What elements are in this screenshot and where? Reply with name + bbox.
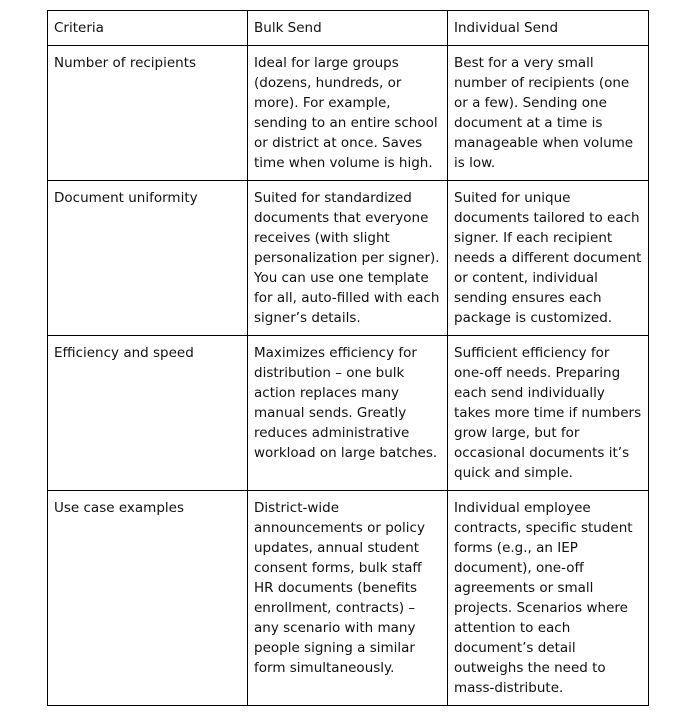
bulk-send-cell: Maximizes efficiency for distribution – one bulk action replaces many manual sends. Greatly reduces administrative workload on large batches. [248,336,448,491]
bulk-send-cell: Ideal for large groups (dozens, hundreds, or more). For example, sending to an entire school or district at once. Saves time when volume is high. [248,46,448,181]
bulk-send-cell: Suited for standardized documents that everyone receives (with slight personalization per signer). You can use one template for all, auto-filled with each signer’s details. [248,181,448,336]
header-individual-send: Individual Send [448,11,649,46]
comparison-table [47,10,649,706]
table-row [48,181,649,336]
individual-send-cell: Individual employee contracts, specific student forms (e.g., an IEP document), one-off agreements or small projects. Scenarios where attention to each document’s detail outweighs the need to mass-distribute. [448,491,649,706]
table-row [48,336,649,491]
bulk-send-cell: District-wide announcements or policy updates, annual student consent forms, bulk staff HR documents (benefits enrollment, contracts) – any scenario with many people signing a similar form simultaneously. [248,491,448,706]
table-row [48,46,649,181]
individual-send-cell: Suited for unique documents tailored to each signer. If each recipient needs a different document or content, individual sending ensures each package is customized. [448,181,649,336]
header-bulk-send: Bulk Send [248,11,448,46]
individual-send-cell: Sufficient efficiency for one-off needs. Preparing each send individually takes more time if numbers grow large, but for occasional documents it’s quick and simple. [448,336,649,491]
criteria-cell: Number of recipients [48,46,248,181]
individual-send-cell: Best for a very small number of recipients (one or a few). Sending one document at a time is manageable when volume is low. [448,46,649,181]
criteria-cell: Efficiency and speed [48,336,248,491]
criteria-cell: Document uniformity [48,181,248,336]
criteria-cell: Use case examples [48,491,248,706]
header-criteria: Criteria [48,11,248,46]
table-header-row [48,11,649,46]
table-row [48,491,649,706]
